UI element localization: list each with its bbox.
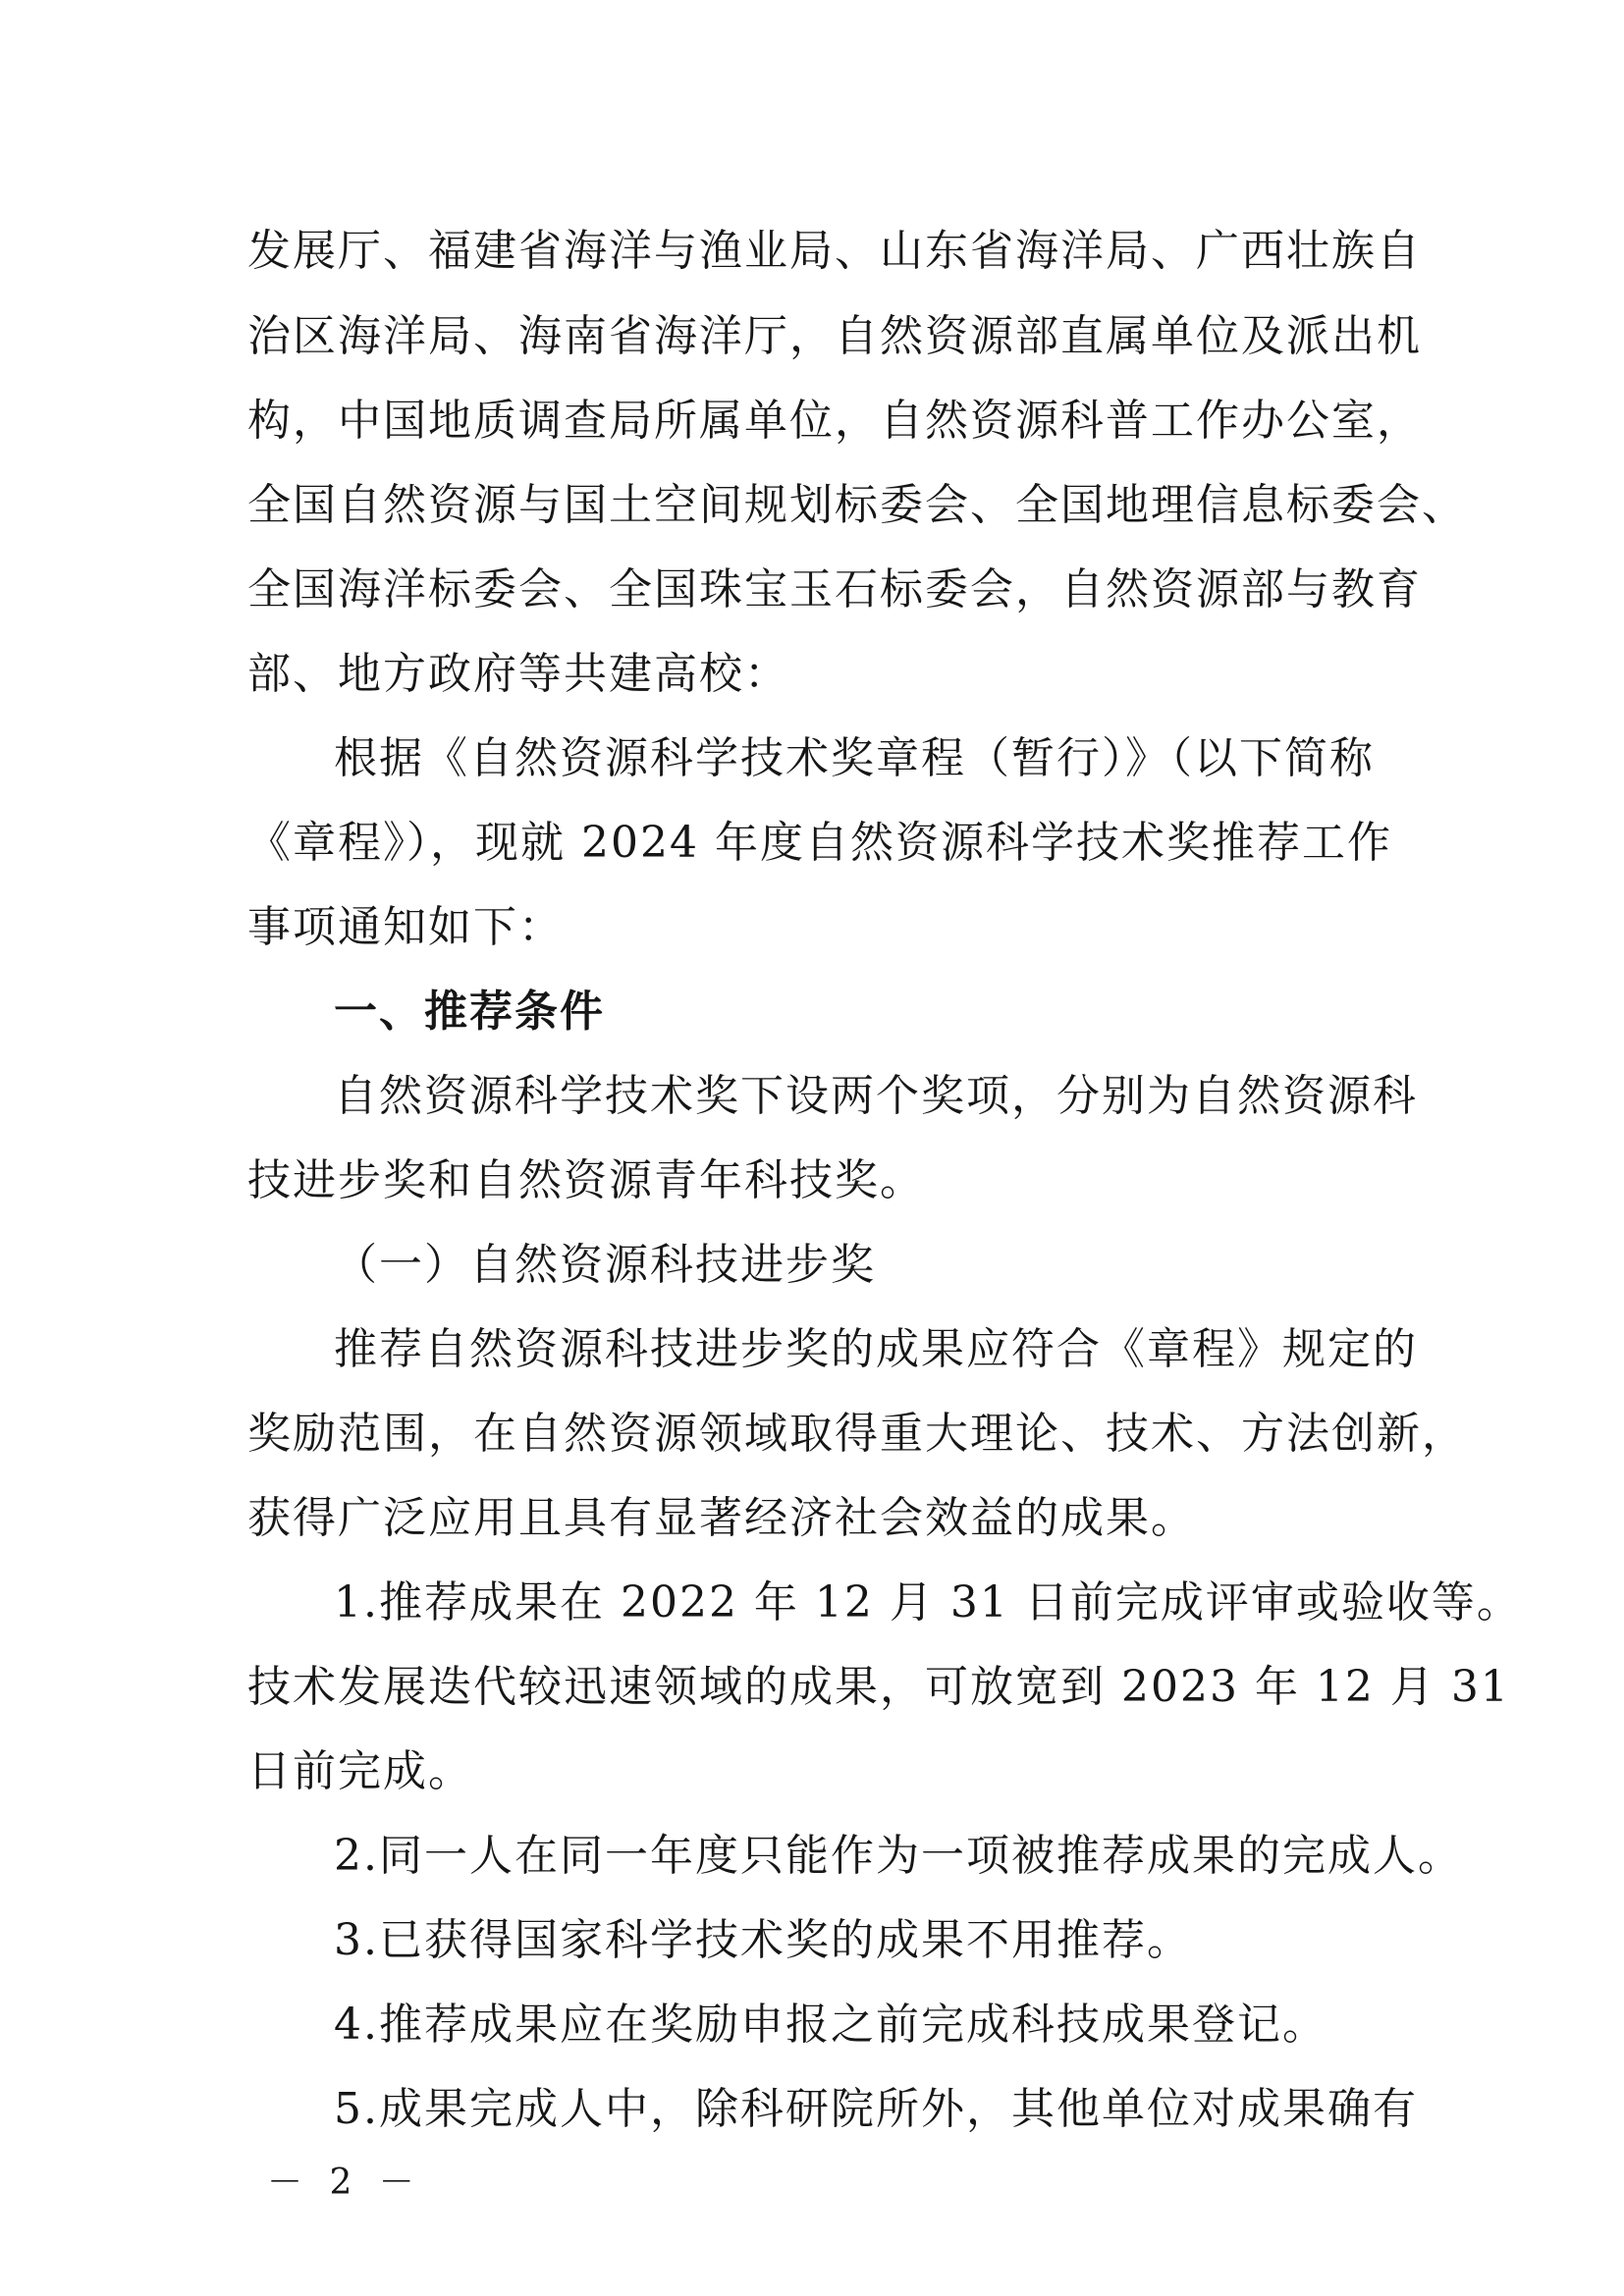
intro-line-1: 发展厅、福建省海洋与渔业局、山东省海洋局、广西壮族自 xyxy=(247,226,1422,276)
item1-line-2: 技术发展迭代较迅速领域的成果，可放宽到 2023 年 12 月 31 xyxy=(247,1662,1510,1712)
para1-line-1: 根据《自然资源科学技术奖章程（暂行）》（以下简称 xyxy=(334,733,1375,783)
item4: 4.推荐成果应在奖励申报之前完成科技成果登记。 xyxy=(334,2000,1327,2050)
para3-line-1: 推荐自然资源科技进步奖的成果应符合《章程》规定的 xyxy=(334,1324,1418,1374)
item1-line-1: 1.推荐成果在 2022 年 12 月 31 日前完成评审或验收等。 xyxy=(334,1577,1522,1628)
para1-line-2: 《章程》），现就 2024 年度自然资源科学技术奖推荐工作 xyxy=(247,818,1392,868)
item5: 5.成果完成人中，除科研院所外，其他单位对成果确有 xyxy=(334,2084,1418,2134)
para2-line-2: 技进步奖和自然资源青年科技奖。 xyxy=(247,1155,925,1205)
item3: 3.已获得国家科学技术奖的成果不用推荐。 xyxy=(334,1915,1192,1965)
para2-line-1: 自然资源科学技术奖下设两个奖项，分别为自然资源科 xyxy=(334,1071,1418,1121)
item2: 2.同一人在同一年度只能作为一项被推荐成果的完成人。 xyxy=(334,1831,1463,1881)
para3-line-3: 获得广泛应用且具有显著经济社会效益的成果。 xyxy=(247,1493,1196,1543)
para3-line-2: 奖励范围，在自然资源领域取得重大理论、技术、方法创新， xyxy=(247,1409,1467,1459)
item1-line-3: 日前完成。 xyxy=(247,1746,473,1796)
section1-heading: 一、推荐条件 xyxy=(334,987,605,1037)
para1-line-3: 事项通知如下： xyxy=(247,902,564,952)
subsection1-heading: （一）自然资源科技进步奖 xyxy=(334,1240,876,1290)
intro-line-6: 部、地方政府等共建高校： xyxy=(247,649,789,699)
intro-line-2: 治区海洋局、海南省海洋厅，自然资源部直属单位及派出机 xyxy=(247,311,1422,361)
intro-line-5: 全国海洋标委会、全国珠宝玉石标委会，自然资源部与教育 xyxy=(247,564,1422,614)
page-number: － 2 － xyxy=(267,2163,422,2203)
intro-line-4: 全国自然资源与国土空间规划标委会、全国地理信息标委会、 xyxy=(247,480,1467,530)
intro-line-3: 构，中国地质调查局所属单位，自然资源科普工作办公室， xyxy=(247,396,1422,446)
